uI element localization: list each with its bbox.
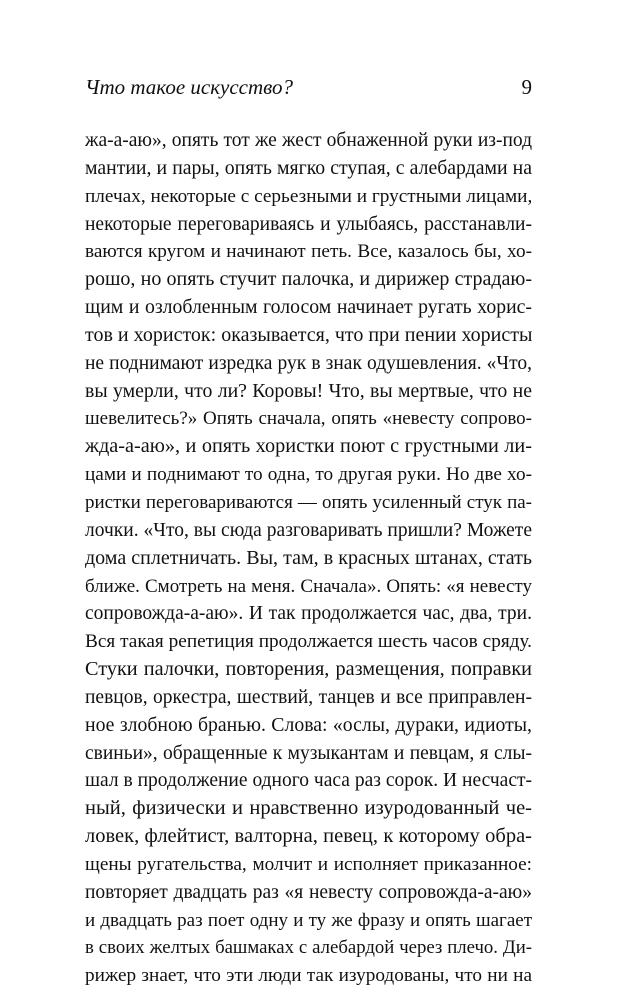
text-line: ное злобною бранью. Слова: «ослы, дураки, идиоты, — [85, 713, 532, 736]
text-line: Стуки палочки, повторения, размещения, поправки — [85, 658, 532, 681]
text-line: шевелитесь?» Опять сначала, опять «невесту сопрово- — [85, 408, 532, 430]
text-line: ближе. Смотреть на меня. Сначала». Опять: «я невесту — [85, 575, 532, 597]
text-line: повторяет двадцать раз «я невесту сопровожда-а-аю» — [85, 881, 532, 903]
text-line: шал в продолжение одного часа раз сорок. И несчаст- — [85, 770, 532, 792]
running-head — [85, 74, 532, 100]
text-line: жа-а-аю», опять тот же жест обнаженной руки из-под — [85, 130, 532, 151]
text-line: мантии, и пары, опять мягко ступая, с алебардами на — [85, 156, 532, 179]
text-line: свиньи», обращенные к музыкантам и певцам, я слы- — [85, 742, 532, 764]
text-line: плечах, некоторые с серьезными и грустными лицами, — [85, 185, 532, 207]
text-line: лочки. «Что, вы сюда разговаривать пришли? Можете — [85, 519, 532, 541]
text-line: жда-а-аю», и опять хористки поют с грустными ли- — [85, 435, 532, 458]
running-title: Что такое искусство? — [85, 75, 294, 99]
text-line: и двадцать раз поет одну и ту же фразу и опять шагает — [85, 909, 532, 931]
text-line: ваются кругом и начинают петь. Все, казалось бы, хо- — [85, 241, 532, 263]
text-line: рижер знает, что эти люди так изуродованы, что ни на — [85, 965, 532, 987]
page-number: 9 — [521, 75, 532, 99]
text-line: цами и поднимают то одна, то другая руки. Но две хо- — [85, 464, 532, 486]
text-line: не поднимают изредка рук в знак одушевления. «Что, — [85, 352, 532, 374]
text-line: щим и озлобленным голосом начинает ругать хорис- — [85, 296, 532, 319]
body-text — [85, 127, 532, 990]
text-line: некоторые переговариваясь и улыбаясь, расстанавли- — [85, 213, 532, 235]
text-line: вы умерли, что ли? Коровы! Что, вы мертвые, что не — [85, 379, 532, 402]
text-line: Вся такая репетиция продолжается шесть часов сряду. — [85, 631, 532, 653]
text-line: певцов, оркестра, шествий, танцев и все приправлен- — [85, 686, 532, 708]
text-line: сопровожда-а-аю». И так продолжается час, два, три. — [85, 603, 532, 625]
text-line: рошо, но опять стучит палочка, и дирижер страдаю- — [85, 268, 532, 291]
text-line: в своих желтых башмаках с алебардой через плечо. Ди- — [85, 937, 532, 959]
text-line: ный, физически и нравственно изуродованный че- — [85, 797, 532, 820]
text-line: тов и хористок: оказывается, что при пении хористы — [85, 323, 532, 346]
text-line: ловек, флейтист, валторна, певец, к которому обра- — [85, 825, 532, 848]
text-line: ристки переговариваются — опять усиленный стук па- — [85, 491, 532, 513]
text-line: дома сплетничать. Вы, там, в красных штанах, стать — [85, 546, 532, 569]
text-line: щены ругательства, молчит и исполняет приказанное: — [85, 853, 532, 875]
